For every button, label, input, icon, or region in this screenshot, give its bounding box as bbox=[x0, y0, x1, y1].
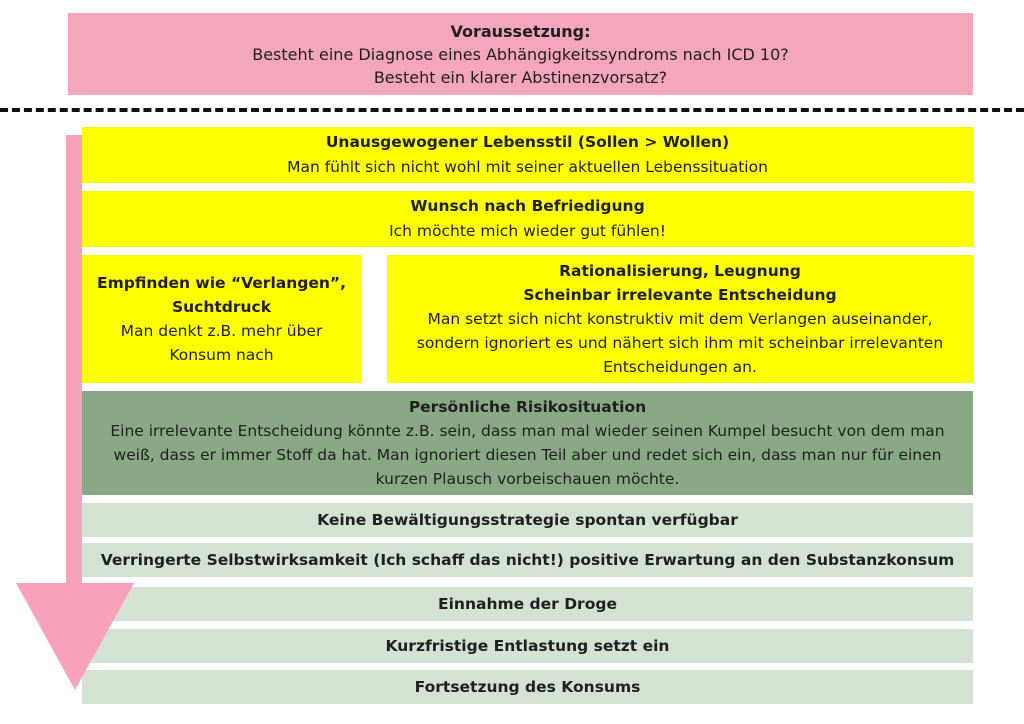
step-text-line: Eine irrelevante Entscheidung könnte z.B. sein, dass man mal wieder seinen Kumpel besucht von dem man bbox=[110, 422, 945, 440]
step-title-line: Empfinden wie “Verlangen”, bbox=[97, 274, 346, 292]
step-title-line: Scheinbar irrelevante Entscheidung bbox=[523, 286, 837, 304]
step-title-line: Suchtdruck bbox=[171, 298, 272, 316]
step-title: Wunsch nach Befriedigung bbox=[410, 197, 645, 215]
step-text: Man fühlt sich nicht wohl mit seiner aktuellen Lebenssituation bbox=[287, 158, 768, 176]
outcome-drug-intake: Einnahme der Droge bbox=[82, 587, 973, 621]
step-title: Unausgewogener Lebensstil (Sollen > Wollen) bbox=[325, 133, 730, 151]
arrow-shaft bbox=[66, 135, 82, 585]
step-title: Persönliche Risikosituation bbox=[408, 398, 647, 416]
step-text-line: weiß, dass er immer Stoff da hat. Man ignoriert diesen Teil aber und redet sich ein, dass man nur für einen bbox=[113, 446, 942, 464]
step-text-line: Man setzt sich nicht konstruktiv mit dem Verlangen auseinander, bbox=[427, 310, 933, 328]
step-text-line: Konsum nach bbox=[169, 346, 274, 364]
outcome-short-relief: Kurzfristige Entlastung setzt ein bbox=[82, 629, 973, 663]
step-title-line: Rationalisierung, Leugnung bbox=[559, 262, 801, 280]
step-text-line: kurzen Plausch vorbeischauen möchte. bbox=[375, 470, 680, 488]
step-risk-situation bbox=[82, 391, 973, 495]
precondition-title: Voraussetzung: bbox=[450, 21, 591, 41]
step-text: Ich möchte mich wieder gut fühlen! bbox=[389, 222, 666, 240]
step-text-line: sondern ignoriert es und nähert sich ihm mit scheinbar irrelevanten bbox=[416, 334, 944, 352]
precondition-box bbox=[68, 13, 973, 95]
outcome-no-coping-strategy: Keine Bewältigungsstrategie spontan verfügbar bbox=[82, 503, 973, 537]
outcome-reduced-self-efficacy: Verringerte Selbstwirksamkeit (Ich schaff das nicht!) positive Erwartung an den Substanzkonsum bbox=[82, 543, 973, 577]
precondition-question-1: Besteht eine Diagnose eines Abhängigkeitssyndroms nach ICD 10? bbox=[252, 44, 789, 64]
step-rationalization bbox=[387, 255, 973, 383]
dashed-divider bbox=[0, 108, 1024, 112]
outcome-continued-use: Fortsetzung des Konsums bbox=[82, 670, 973, 704]
step-craving bbox=[82, 255, 361, 383]
precondition-question-2: Besteht ein klarer Abstinenzvorsatz? bbox=[373, 67, 668, 87]
step-desire-gratification bbox=[82, 191, 973, 247]
step-text-line: Man denkt z.B. mehr über bbox=[120, 322, 323, 340]
step-text-line: Entscheidungen an. bbox=[603, 358, 757, 376]
step-unbalanced-lifestyle bbox=[82, 127, 973, 183]
